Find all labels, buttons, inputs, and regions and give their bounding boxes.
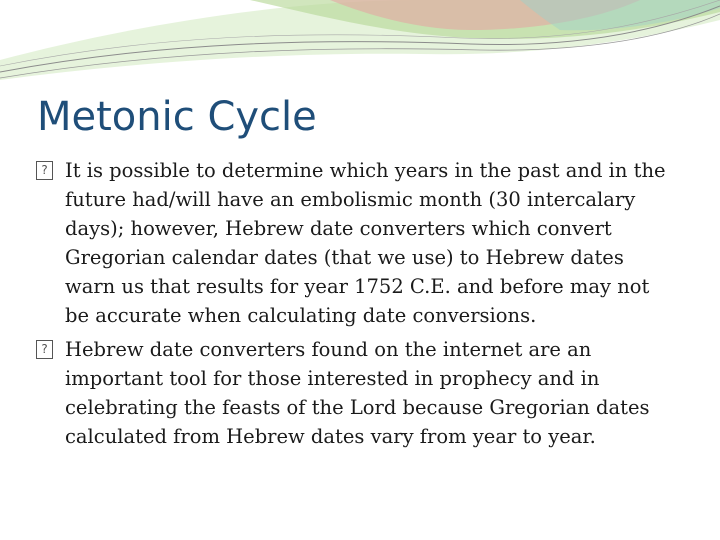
bullet-item — [36, 156, 676, 330]
bullet-item — [36, 335, 676, 451]
missing-glyph-box-icon — [36, 340, 53, 359]
bullet-text: It is possible to determine which years in the past and in the future had/will have an embolismic month (30 intercalary days); however, Hebrew date converters which convert Gregorian calendar dates (that we use) to Hebrew dates warn us that results for year 1752 C.E. and before may not be accurate when calculating date conversions. — [65, 159, 666, 327]
bullet-text: Hebrew date converters found on the internet are an important tool for those interested in prophecy and in celebrating the feasts of the Lord because Gregorian dates calculated from Hebrew dates vary from year to year. — [65, 338, 650, 448]
header-decoration — [0, 0, 720, 90]
bullet-list — [36, 156, 676, 456]
missing-glyph-box-icon — [36, 161, 53, 180]
slide-title: Metonic Cycle — [37, 94, 317, 140]
